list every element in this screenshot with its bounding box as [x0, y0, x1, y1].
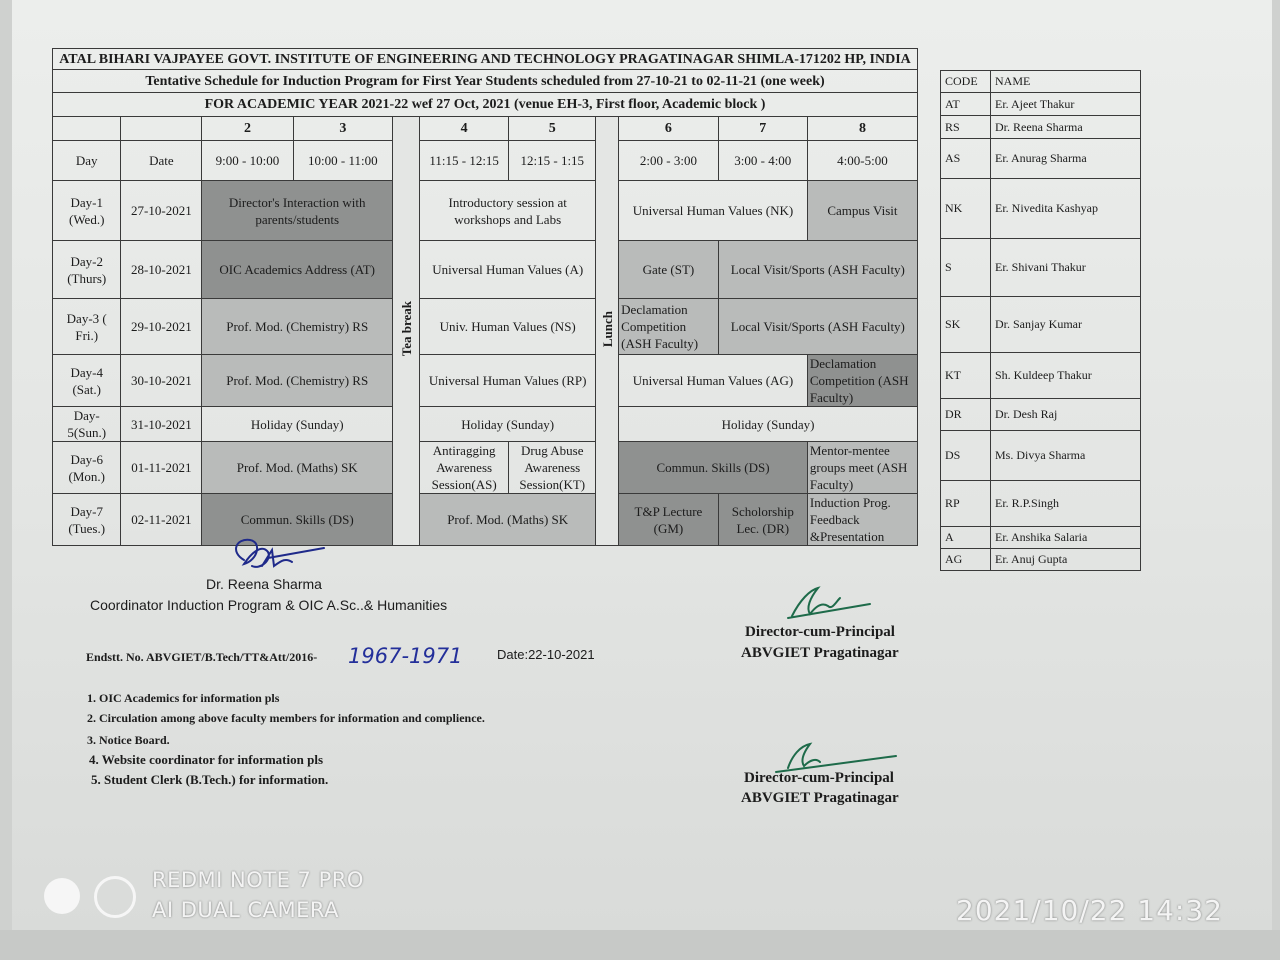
holiday-cell: Holiday (Sunday)	[202, 407, 393, 442]
session-cell: OIC Academics Address (AT)	[202, 241, 393, 299]
day-cell: Day-5(Sun.)	[53, 407, 121, 442]
session-cell: T&P Lecture (GM)	[619, 494, 719, 546]
code-cell: KT	[941, 353, 991, 399]
lunch-label: Lunch	[599, 310, 615, 348]
code-cell: S	[941, 239, 991, 297]
day-cell: Day-2 (Thurs)	[53, 241, 121, 299]
director-title-1: Director-cum-Principal	[745, 624, 895, 640]
tea-break-column	[393, 117, 420, 546]
institute-title: ATAL BIHARI VAJPAYEE GOVT. INSTITUTE OF ENGINEERING AND TECHNOLOGY PRAGATINAGAR SHIMLA-171202 HP, INDIA	[53, 49, 918, 70]
date-cell: 27-10-2021	[121, 181, 202, 241]
session-cell: Universal Human Values (NK)	[619, 181, 808, 241]
director-title-2: Director-cum-Principal	[744, 770, 894, 786]
session-cell: Universal Human Values (AG)	[619, 355, 808, 407]
session-cell: Prof. Mod. (Chemistry) RS	[202, 355, 393, 407]
code-header: CODE	[941, 71, 991, 93]
code-cell: AT	[941, 93, 991, 116]
document-date: Date:22-10-2021	[497, 647, 595, 662]
date-cell: 29-10-2021	[121, 299, 202, 355]
time-header: 12:15 - 1:15	[509, 141, 596, 181]
holiday-cell: Holiday (Sunday)	[619, 407, 918, 442]
code-cell: DS	[941, 431, 991, 481]
session-cell: Prof. Mod. (Maths) SK	[420, 494, 596, 546]
time-header: 4:00-5:00	[807, 141, 917, 181]
date-cell: 30-10-2021	[121, 355, 202, 407]
session-cell: Antiragging Awareness Session(AS)	[420, 442, 509, 494]
time-header: 3:00 - 4:00	[718, 141, 807, 181]
name-cell: Er. Ajeet Thakur	[991, 93, 1141, 116]
period-number: 2	[202, 117, 293, 141]
day-cell: Day-3 ( Fri.)	[53, 299, 121, 355]
name-cell: Dr. Desh Raj	[991, 399, 1141, 431]
name-cell: Dr. Sanjay Kumar	[991, 297, 1141, 353]
distribution-item: 2. Circulation among above faculty members for information and complience.	[87, 711, 485, 725]
day-cell: Day-4 (Sat.)	[53, 355, 121, 407]
code-cell: RP	[941, 481, 991, 527]
session-cell: Commun. Skills (DS)	[202, 494, 393, 546]
director-signature-1	[780, 580, 880, 624]
date-cell: 28-10-2021	[121, 241, 202, 299]
session-cell: Induction Prog. Feedback &Presentation	[807, 494, 917, 546]
session-cell: Campus Visit	[807, 181, 917, 241]
name-cell: Dr. Reena Sharma	[991, 116, 1141, 139]
period-number: 3	[293, 117, 393, 141]
code-cell: RS	[941, 116, 991, 139]
schedule-subtitle: Tentative Schedule for Induction Program for First Year Students scheduled from 27-10-21 to 02-11-21 (one week)	[53, 70, 918, 93]
photo-timestamp: 2021/10/22 14:32	[956, 894, 1223, 927]
name-cell: Er. Nivedita Kashyap	[991, 179, 1141, 239]
session-cell: Universal Human Values (RP)	[420, 355, 596, 407]
code-cell: AG	[941, 549, 991, 571]
period-number: 7	[718, 117, 807, 141]
camera-mode: AI DUAL CAMERA	[152, 898, 340, 922]
name-cell: Sh. Kuldeep Thakur	[991, 353, 1141, 399]
session-cell: Local Visit/Sports (ASH Faculty)	[718, 241, 917, 299]
name-header: NAME	[991, 71, 1141, 93]
faculty-code-table	[940, 70, 1141, 571]
coordinator-signature	[222, 530, 332, 580]
code-cell: A	[941, 527, 991, 549]
code-cell: NK	[941, 179, 991, 239]
camera-model: REDMI NOTE 7 PRO	[152, 868, 364, 892]
name-cell: Er. Anshika Salaria	[991, 527, 1141, 549]
session-cell: Prof. Mod. (Maths) SK	[202, 442, 393, 494]
endstt-number: Endstt. No. ABVGIET/B.Tech/TT&Att/2016-	[86, 650, 318, 664]
code-cell: SK	[941, 297, 991, 353]
tea-break-label: Tea break	[398, 301, 414, 357]
period-number: 5	[509, 117, 596, 141]
holiday-cell: Holiday (Sunday)	[420, 407, 596, 442]
number-cell-blank	[53, 117, 121, 141]
period-number: 6	[619, 117, 719, 141]
lunch-column	[596, 117, 619, 546]
session-cell: Gate (ST)	[619, 241, 719, 299]
date-header: Date	[121, 141, 202, 181]
distribution-item: 4. Website coordinator for information pls	[89, 752, 323, 767]
endstt-handwritten: 1967-1971	[348, 644, 463, 668]
session-cell: Scholorship Lec. (DR)	[718, 494, 807, 546]
session-cell: Mentor-mentee groups meet (ASH Faculty)	[807, 442, 917, 494]
day-cell: Day-1 (Wed.)	[53, 181, 121, 241]
session-cell: Univ. Human Values (NS)	[420, 299, 596, 355]
code-cell: AS	[941, 139, 991, 179]
name-cell: Er. Anurag Sharma	[991, 139, 1141, 179]
name-cell: Er. Anuj Gupta	[991, 549, 1141, 571]
session-cell: Introductory session at workshops and Labs	[420, 181, 596, 241]
camera-lens-icon	[44, 878, 80, 914]
background-surface	[0, 930, 1280, 960]
distribution-item: 3. Notice Board.	[87, 733, 170, 747]
number-cell-blank	[121, 117, 202, 141]
time-header: 10:00 - 11:00	[293, 141, 393, 181]
distribution-item: 5. Student Clerk (B.Tech.) for information.	[91, 772, 329, 787]
coordinator-title: Coordinator Induction Program & OIC A.Sc..& Humanities	[90, 597, 448, 613]
name-cell: Er. R.P.Singh	[991, 481, 1141, 527]
time-header: 2:00 - 3:00	[619, 141, 719, 181]
date-cell: 01-11-2021	[121, 442, 202, 494]
session-cell: Prof. Mod. (Chemistry) RS	[202, 299, 393, 355]
period-number: 4	[420, 117, 509, 141]
schedule-table	[52, 48, 918, 546]
code-cell: DR	[941, 399, 991, 431]
name-cell: Ms. Divya Sharma	[991, 431, 1141, 481]
day-cell: Day-7 (Tues.)	[53, 494, 121, 546]
session-cell: Director's Interaction with parents/students	[202, 181, 393, 241]
date-cell: 02-11-2021	[121, 494, 202, 546]
time-header: 11:15 - 12:15	[420, 141, 509, 181]
date-cell: 31-10-2021	[121, 407, 202, 442]
camera-lens-icon	[94, 876, 136, 918]
session-cell: Commun. Skills (DS)	[619, 442, 808, 494]
session-cell: Declamation Competition (ASH Faculty)	[619, 299, 719, 355]
period-number: 8	[807, 117, 917, 141]
name-cell: Er. Shivani Thakur	[991, 239, 1141, 297]
day-header: Day	[53, 141, 121, 181]
director-org-2: ABVGIET Pragatinagar	[741, 790, 899, 806]
director-org-1: ABVGIET Pragatinagar	[741, 645, 899, 661]
distribution-item: 1. OIC Academics for information pls	[87, 691, 280, 705]
session-cell: Local Visit/Sports (ASH Faculty)	[718, 299, 917, 355]
session-cell: Drug Abuse Awareness Session(KT)	[509, 442, 596, 494]
time-header: 9:00 - 10:00	[202, 141, 293, 181]
session-cell: Universal Human Values (A)	[420, 241, 596, 299]
academic-year: FOR ACADEMIC YEAR 2021-22 wef 27 Oct, 2021 (venue EH-3, First floor, Academic block )	[53, 93, 918, 117]
session-cell: Declamation Competition (ASH Faculty)	[807, 355, 917, 407]
day-cell: Day-6 (Mon.)	[53, 442, 121, 494]
coordinator-name: Dr. Reena Sharma	[206, 576, 322, 592]
